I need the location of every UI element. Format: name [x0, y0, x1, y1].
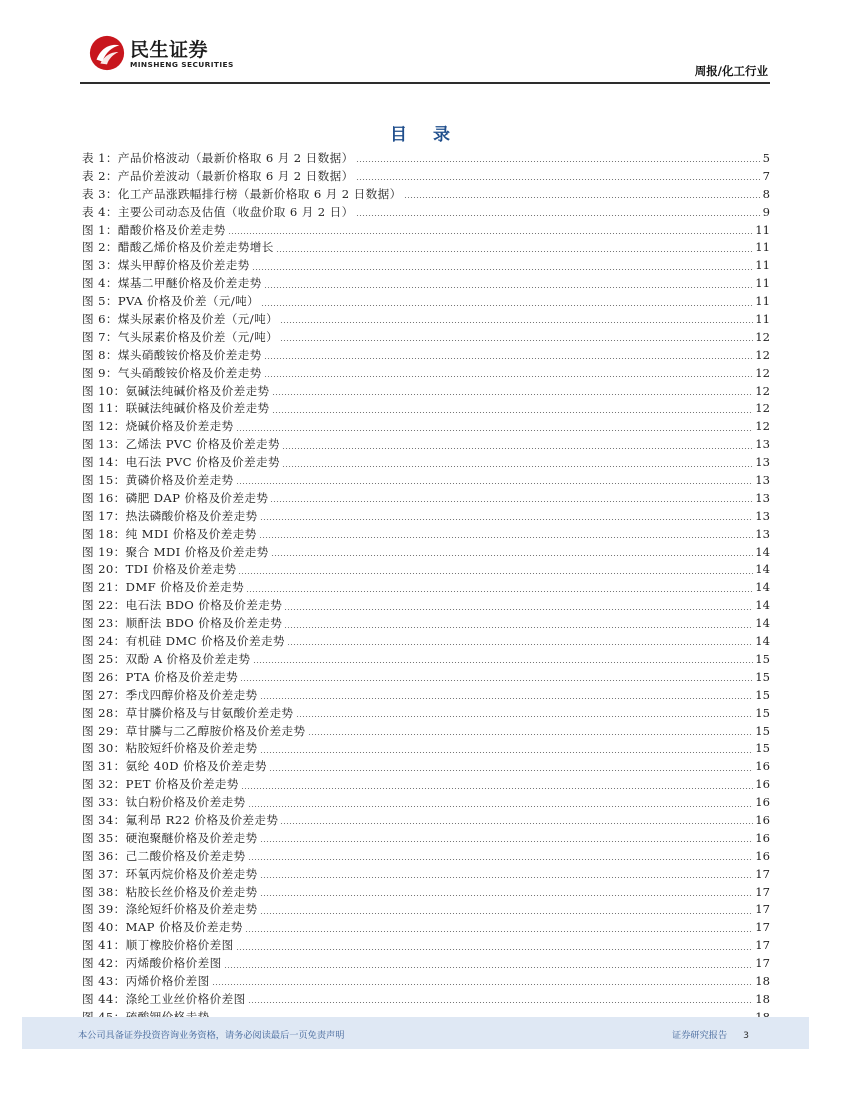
toc-dot-leader — [284, 609, 753, 610]
toc-entry-label: 图 32：PET 价格及价差走势 — [82, 777, 239, 792]
toc-dot-leader — [260, 841, 754, 842]
toc-dot-leader — [404, 197, 761, 198]
toc-entry-page: 17 — [755, 920, 770, 935]
toc-entry-label: 图 11：联碱法纯碱价格及价差走势 — [82, 401, 270, 416]
toc-entry-page: 11 — [755, 294, 770, 309]
toc-entry-label: 图 7：气头尿素价格及价差（元/吨） — [82, 329, 279, 344]
toc-entry[interactable] — [82, 687, 770, 705]
toc-entry-label: 图 31：氨纶 40D 价格及价差走势 — [82, 759, 267, 774]
toc-entry-page: 15 — [755, 741, 770, 756]
toc-entry-page: 12 — [755, 347, 770, 362]
toc-entry-page: 13 — [755, 526, 770, 541]
toc-entry-page: 14 — [755, 544, 770, 559]
toc-dot-leader — [260, 877, 754, 878]
toc-entry[interactable] — [82, 794, 770, 812]
toc-entry-label: 图 43：丙烯价格价差图 — [82, 973, 210, 988]
toc-entry-label: 图 4：煤基二甲醚价格及价差走势 — [82, 276, 262, 291]
toc-dot-leader — [245, 931, 753, 932]
toc-dot-leader — [241, 788, 753, 789]
toc-entry-page: 16 — [755, 759, 770, 774]
toc-entry[interactable] — [82, 955, 770, 973]
toc-entry[interactable] — [82, 597, 770, 615]
toc-entry[interactable] — [82, 508, 770, 526]
toc-entry-page: 16 — [755, 812, 770, 827]
toc-dot-leader — [356, 161, 761, 162]
toc-entry-label: 表 3：化工产品涨跌幅排行榜（最新价格取 6 月 2 日数据） — [82, 186, 402, 201]
toc-entry-page: 15 — [755, 687, 770, 702]
footer-doc-info — [672, 1027, 749, 1041]
toc-dot-leader — [272, 412, 754, 413]
toc-dot-leader — [259, 537, 754, 538]
toc-entry[interactable] — [82, 383, 770, 401]
table-of-contents — [82, 150, 770, 1027]
toc-entry[interactable] — [82, 472, 770, 490]
toc-entry-page: 12 — [755, 329, 770, 344]
toc-dot-leader — [280, 322, 753, 323]
toc-entry-label: 图 44：涤纶工业丝价格价差图 — [82, 991, 246, 1006]
company-logo — [88, 34, 268, 74]
toc-entry-page: 18 — [755, 991, 770, 1006]
footer-doc-type: 证券研究报告 — [672, 1030, 728, 1041]
toc-entry[interactable] — [82, 937, 770, 955]
toc-entry-label: 图 27：季戊四醇价格及价差走势 — [82, 687, 258, 702]
toc-entry-label: 图 12：烧碱价格及价差走势 — [82, 419, 234, 434]
toc-entry[interactable] — [82, 615, 770, 633]
toc-entry[interactable] — [82, 347, 770, 365]
toc-entry-page: 12 — [755, 365, 770, 380]
toc-dot-leader — [284, 627, 753, 628]
toc-entry-page: 9 — [762, 204, 770, 219]
toc-entry-page: 16 — [755, 795, 770, 810]
toc-entry-label: 图 1：醋酸价格及价差走势 — [82, 222, 226, 237]
toc-dot-leader — [282, 466, 753, 467]
toc-entry[interactable] — [82, 365, 770, 383]
page-footer — [22, 1017, 809, 1049]
toc-entry-page: 17 — [755, 884, 770, 899]
toc-entry-page: 14 — [755, 634, 770, 649]
toc-entry[interactable] — [82, 884, 770, 902]
toc-entry[interactable] — [82, 222, 770, 240]
toc-dot-leader — [271, 555, 754, 556]
toc-entry[interactable] — [82, 848, 770, 866]
toc-entry-page: 14 — [755, 562, 770, 577]
toc-entry[interactable] — [82, 275, 770, 293]
toc-entry[interactable] — [82, 866, 770, 884]
toc-entry-page: 15 — [755, 723, 770, 738]
footer-disclaimer: 本公司具备证券投资咨询业务资格，请务必阅读最后一页免责声明 — [78, 1030, 345, 1041]
toc-entry-label: 图 38：粘胶长丝价格及价差走势 — [82, 884, 258, 899]
toc-entry[interactable] — [82, 705, 770, 723]
toc-entry-label: 图 8：煤头硝酸铵价格及价差走势 — [82, 347, 262, 362]
toc-entry[interactable] — [82, 579, 770, 597]
toc-entry[interactable] — [82, 526, 770, 544]
toc-entry-page: 14 — [755, 616, 770, 631]
toc-entry-page: 14 — [755, 580, 770, 595]
toc-entry-label: 图 21：DMF 价格及价差走势 — [82, 580, 245, 595]
toc-entry[interactable] — [82, 436, 770, 454]
toc-entry-page: 17 — [755, 902, 770, 917]
toc-entry-page: 13 — [755, 437, 770, 452]
toc-entry[interactable] — [82, 311, 770, 329]
toc-dot-leader — [260, 913, 754, 914]
toc-entry-label: 图 17：热法磷酸价格及价差走势 — [82, 508, 258, 523]
toc-entry[interactable] — [82, 669, 770, 687]
toc-dot-leader — [272, 394, 754, 395]
toc-entry-label: 图 35：硬泡聚醚价格及价差走势 — [82, 830, 258, 845]
toc-entry-label: 图 19：聚合 MDI 价格及价差走势 — [82, 544, 269, 559]
logo-english-name: MINSHENG SECURITIES — [130, 60, 234, 69]
toc-entry-label: 图 15：黄磷价格及价差走势 — [82, 473, 234, 488]
toc-dot-leader — [248, 1002, 754, 1003]
toc-dot-leader — [248, 859, 754, 860]
toc-entry[interactable] — [82, 991, 770, 1009]
footer-page-number: 3 — [743, 1030, 749, 1041]
toc-dot-leader — [269, 770, 753, 771]
toc-dot-leader — [356, 179, 761, 180]
toc-entry-label: 图 13：乙烯法 PVC 价格及价差走势 — [82, 437, 280, 452]
toc-entry-page: 11 — [755, 312, 770, 327]
toc-dot-leader — [212, 984, 754, 985]
toc-dot-leader — [287, 644, 753, 645]
toc-entry-label: 图 3：煤头甲醇价格及价差走势 — [82, 258, 250, 273]
toc-entry-page: 13 — [755, 490, 770, 505]
toc-dot-leader — [228, 233, 753, 234]
toc-entry-label: 图 22：电石法 BDO 价格及价差走势 — [82, 598, 283, 613]
toc-entry[interactable] — [82, 204, 770, 222]
toc-entry[interactable] — [82, 329, 770, 347]
toc-entry-label: 图 34：氟利昂 R22 价格及价差走势 — [82, 812, 279, 827]
toc-dot-leader — [253, 662, 754, 663]
toc-dot-leader — [260, 752, 754, 753]
toc-dot-leader — [356, 215, 761, 216]
toc-dot-leader — [240, 680, 753, 681]
toc-entry[interactable] — [82, 168, 770, 186]
toc-entry-page: 13 — [755, 508, 770, 523]
toc-entry-label: 图 36：己二酸价格及价差走势 — [82, 848, 246, 863]
toc-entry[interactable] — [82, 561, 770, 579]
toc-entry-label: 图 9：气头硝酸铵价格及价差走势 — [82, 365, 262, 380]
report-category: 周报/化工行业 — [694, 64, 768, 78]
toc-entry-page: 14 — [755, 598, 770, 613]
toc-entry-page: 15 — [755, 705, 770, 720]
toc-entry-page: 12 — [755, 419, 770, 434]
toc-entry-label: 图 24：有机硅 DMC 价格及价差走势 — [82, 634, 285, 649]
toc-entry[interactable] — [82, 723, 770, 741]
toc-dot-leader — [236, 949, 754, 950]
toc-entry[interactable] — [82, 919, 770, 937]
toc-dot-leader — [238, 573, 753, 574]
toc-entry[interactable] — [82, 454, 770, 472]
toc-entry[interactable] — [82, 400, 770, 418]
toc-dot-leader — [264, 287, 753, 288]
toc-dot-leader — [264, 358, 753, 359]
toc-entry-label: 图 42：丙烯酸价格价差图 — [82, 956, 222, 971]
page-header — [0, 0, 850, 90]
toc-entry-page: 17 — [755, 866, 770, 881]
toc-entry-label: 图 37：环氧丙烷价格及价差走势 — [82, 866, 258, 881]
toc-dot-leader — [264, 376, 753, 377]
toc-dot-leader — [252, 269, 753, 270]
toc-entry-label: 图 41：顺丁橡胶价格价差图 — [82, 938, 234, 953]
toc-entry-label: 图 10：氨碱法纯碱价格及价差走势 — [82, 383, 270, 398]
toc-dot-leader — [270, 501, 753, 502]
toc-entry-label: 图 29：草甘膦与二乙醇胺价格及价差走势 — [82, 723, 306, 738]
toc-dot-leader — [296, 716, 754, 717]
toc-dot-leader — [260, 519, 754, 520]
logo-chinese-name: 民生证券 — [130, 39, 209, 61]
toc-entry[interactable] — [82, 776, 770, 794]
toc-entry-page: 12 — [755, 401, 770, 416]
toc-entry-label: 图 30：粘胶短纤价格及价差走势 — [82, 741, 258, 756]
toc-dot-leader — [248, 806, 754, 807]
toc-entry-label: 图 28：草甘膦价格及与甘氨酸价差走势 — [82, 705, 294, 720]
toc-dot-leader — [260, 895, 754, 896]
toc-entry-page: 11 — [755, 222, 770, 237]
toc-entry-label: 图 20：TDI 价格及价差走势 — [82, 562, 237, 577]
toc-entry-page: 16 — [755, 830, 770, 845]
toc-entry[interactable] — [82, 418, 770, 436]
toc-dot-leader — [280, 823, 753, 824]
toc-entry-label: 图 14：电石法 PVC 价格及价差走势 — [82, 455, 280, 470]
toc-dot-leader — [276, 251, 753, 252]
toc-dot-leader — [236, 430, 754, 431]
toc-dot-leader — [236, 483, 754, 484]
toc-entry-page: 13 — [755, 455, 770, 470]
toc-entry-label: 图 6：煤头尿素价格及价差（元/吨） — [82, 312, 279, 327]
toc-entry-page: 17 — [755, 956, 770, 971]
toc-entry[interactable] — [82, 257, 770, 275]
toc-entry-label: 图 33：钛白粉价格及价差走势 — [82, 795, 246, 810]
toc-entry[interactable] — [82, 544, 770, 562]
minsheng-logo-icon — [88, 34, 126, 72]
toc-entry-label: 图 25：双酚 A 价格及价差走势 — [82, 651, 251, 666]
toc-entry[interactable] — [82, 293, 770, 311]
toc-entry[interactable] — [82, 186, 770, 204]
toc-entry-label: 图 16：磷肥 DAP 价格及价差走势 — [82, 490, 269, 505]
toc-entry-label: 图 5：PVA 价格及价差（元/吨） — [82, 294, 260, 309]
toc-entry-page: 16 — [755, 777, 770, 792]
toc-entry-label: 图 40：MAP 价格及价差走势 — [82, 920, 243, 935]
toc-entry-page: 11 — [755, 258, 770, 273]
toc-entry[interactable] — [82, 633, 770, 651]
toc-entry-label: 表 4：主要公司动态及估值（收盘价取 6 月 2 日） — [82, 204, 354, 219]
toc-entry-label: 表 1：产品价格波动（最新价格取 6 月 2 日数据） — [82, 151, 354, 165]
toc-entry[interactable] — [82, 651, 770, 669]
toc-dot-leader — [308, 734, 754, 735]
toc-entry-page: 15 — [755, 669, 770, 684]
toc-entry-label: 图 23：顺酐法 BDO 价格及价差走势 — [82, 616, 283, 631]
toc-entry-page: 11 — [755, 276, 770, 291]
toc-dot-leader — [246, 591, 753, 592]
toc-dot-leader — [260, 698, 754, 699]
toc-entry-page: 18 — [755, 973, 770, 988]
toc-dot-leader — [224, 967, 754, 968]
toc-entry-page: 12 — [755, 383, 770, 398]
toc-entry[interactable] — [82, 239, 770, 257]
toc-entry[interactable] — [82, 901, 770, 919]
toc-entry-page: 13 — [755, 473, 770, 488]
toc-entry-label: 图 39：涤纶短纤价格及价差走势 — [82, 902, 258, 917]
toc-entry-page: 15 — [755, 651, 770, 666]
toc-entry-page: 16 — [755, 848, 770, 863]
toc-dot-leader — [261, 305, 753, 306]
header-divider — [80, 82, 770, 84]
toc-entry[interactable] — [82, 150, 770, 168]
toc-entry-page: 8 — [762, 186, 770, 201]
toc-entry-page: 11 — [755, 240, 770, 255]
toc-entry-label: 图 18：纯 MDI 价格及价差走势 — [82, 526, 257, 541]
toc-entry[interactable] — [82, 812, 770, 830]
toc-entry[interactable] — [82, 830, 770, 848]
toc-entry-label: 表 2：产品价差波动（最新价格取 6 月 2 日数据） — [82, 168, 354, 183]
toc-entry[interactable] — [82, 740, 770, 758]
toc-entry-page: 7 — [762, 168, 770, 183]
toc-entry-page: 17 — [755, 938, 770, 953]
toc-entry[interactable] — [82, 758, 770, 776]
toc-dot-leader — [282, 448, 753, 449]
toc-entry-page: 5 — [762, 151, 770, 165]
toc-entry[interactable] — [82, 490, 770, 508]
toc-entry-label: 图 26：PTA 价格及价差走势 — [82, 669, 239, 684]
toc-entry[interactable] — [82, 973, 770, 991]
toc-title: 目 录 — [390, 125, 460, 145]
toc-dot-leader — [280, 340, 753, 341]
toc-entry-label: 图 2：醋酸乙烯价格及价差走势增长 — [82, 240, 274, 255]
